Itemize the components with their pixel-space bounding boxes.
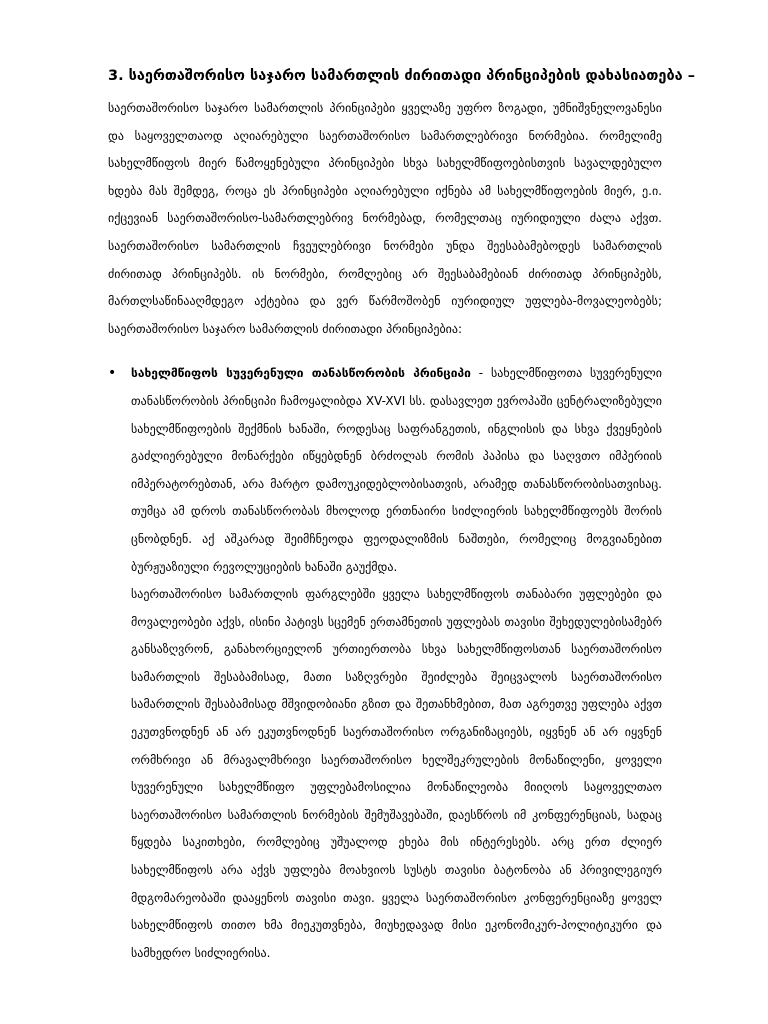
intro-paragraph: საერთაშორისო საჯარო სამართლის პრინციპები ყველაზე უფრო ზოგადი, უმნიშვნელოვანესი და საყოველთაოდ აღიარებული საერთაშორისო სამართლებრივი ნორმებია. რომელიმე სახელმწიფოს მიერ წამოყენებული პრინციპები სხვა სახელმწიფოებისთვის სავალდებულო ხდება მას შემდეგ, როცა ეს პრინციპები აღიარებული იქნება ამ სახელმწიფოების მიერ, ე.ი. იქცევიან საერთაშორისო-სამართლებრივ ნორმებად, რომელთაც იურიდიული ძალა აქვთ. საერთაშორისო სამართლის ჩვეულებრივი ნორმები უნდა შეესაბამებოდეს სამართლის ძირითად პრინციპებს. ის ნორმები, რომლებიც არ შეესაბამებიან ძირითად პრინციპებს, მართლსაწინააღმდეგო აქტებია და ვერ წარმოშობენ იურიდიულ უფლება-მოვალეობებს; საერთაშორისო საჯარო სამართლის ძირითადი პრინციპებია: [108,101,662,336]
document-page [108,66,695,967]
bullet-item [108,360,662,581]
body-paragraph: საერთაშორისო სამართლის ფარგლებში ყველა სახელმწიფოს თანაბარი უფლებები და მოვალეობები აქვს, ისინი პატივს სცემენ ერთამნეთის უფლებას თავისი შეხედულებისამებრ განსაზღვრონ, განახორციელონ ურთიერთობა სხვა სახელმწიფოსთან საერთაშორისო სამართლის შესაბამისად, მათი საზღვრები შეიძლება შეიცვალოს საერთაშორისო სამართლის შესაბამისად მშვიდობიანი გზით და შეთანხმებით, მათ აგრეთვე უფლება აქვთ ეკუთვნოდნენ ან არ ეკუთვნოდნენ საერთაშორისო ორგანიზაციებს, იყვნენ ან არ იყვნენ ორმხრივი ან მრავალმხრივი საერთაშორისო ხელშეკრულების მონაწილენი, ყოველი სუვერენული სახელმწიფო უფლებამოსილია მონაწილეობა მიიღოს საყოველთაო საერთაშორისო სამართლის ნორმების შემუშავებაში, დაესწროს იმ კონფერენციას, სადაც წყდება საკითხები, რომლებიც უშუალოდ ეხება მის ინტერესებს. არც ერთ ძლიერ სახელმწიფოს არა აქვს უფლება მოახვიოს სუსტს თავისი ბატონობა ან პრივილეგიურ მდგომარეობაში დააყენოს თავისი თავი. ყველა საერთაშორისო კონფერენციაზე ყოველ სახელმწიფოს თითო ხმა მიეკუთვნება, მიუხედავად მისი ეკონომიკურ-პოლიტიკური და სამხედრო სიძლიერისა. [131,587,662,960]
section-heading: 3. საერთაშორისო საჯარო სამართლის ძირითადი პრინციპების დახასიათება – [108,68,695,84]
bullet-text: - სახელმწიფოთა სუვერენული თანასწორობის პრინციპი ჩამოყალიბდა XV-XVI სს. დასავლეთ ევროპაში ცენტრალიზებული სახელმწიფოების შექმნის ხანაში, როდესაც საფრანგეთის, ინგლისის და სხვა ქვეყნების გაძლიერებული მონარქები იწყებდნენ ბრძოლას რომის პაპისა და საღვთო იმპერიის იმპერატორებთან, არა მარტო დამოუკიდებლობისათვის, არამედ თანასწორობისათვისაც. თუმცა ამ დროს თანასწორობას მხოლოდ ერთნაირი სიძლიერის სახელმწიფოებს შორის ცნობდნენ. აქ აშკარად შეიმჩნეოდა ფეოდალიზმის ნაშთები, რომელიც მოგვიანებით ბურჟუაზიული რევოლუციების ხანაში გაუქმდა. [131,366,662,574]
bullet-title: სახელმწიფოს სუვერენული თანასწორობის პრინციპი [131,366,471,381]
bullet-paragraph [131,360,662,581]
bullet-marker: • [108,365,117,382]
